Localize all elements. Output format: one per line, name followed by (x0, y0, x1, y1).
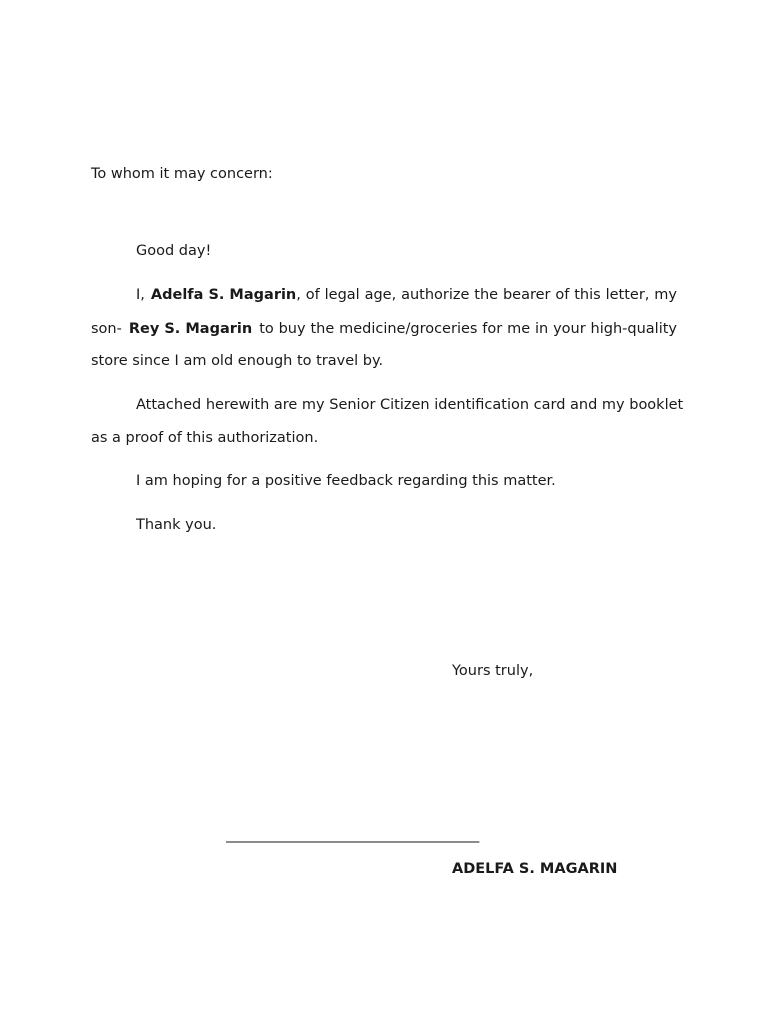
signature-line: ______________________________________ (226, 827, 479, 843)
para1-text-a: , of legal age, authorize the bearer of this letter, my (296, 287, 677, 303)
son-prefix: son- (91, 321, 122, 337)
author-name: Adelfa S. Magarin (150, 287, 297, 303)
signature-name: ADELFA S. MAGARIN (452, 861, 618, 877)
closing: Yours truly, (452, 663, 534, 679)
para2-line2: as a proof of this authorization. (91, 430, 319, 446)
para1-line1 (136, 286, 677, 304)
son-name: Rey S. Magarin (128, 321, 253, 337)
greeting: Good day! (136, 243, 212, 259)
para1-prefix: I, (136, 287, 145, 303)
thanks: Thank you. (136, 517, 217, 533)
para2-line1: Attached herewith are my Senior Citizen identification card and my booklet (136, 397, 684, 413)
para1-text-b: to buy the medicine/groceries for me in your high-quality (259, 321, 677, 337)
para1-line3: store since I am old enough to travel by. (91, 353, 384, 369)
para1-line1-body (151, 286, 677, 304)
salutation: To whom it may concern: (91, 166, 273, 182)
para1-line2 (91, 320, 677, 338)
para3: I am hoping for a positive feedback regarding this matter. (136, 473, 556, 489)
